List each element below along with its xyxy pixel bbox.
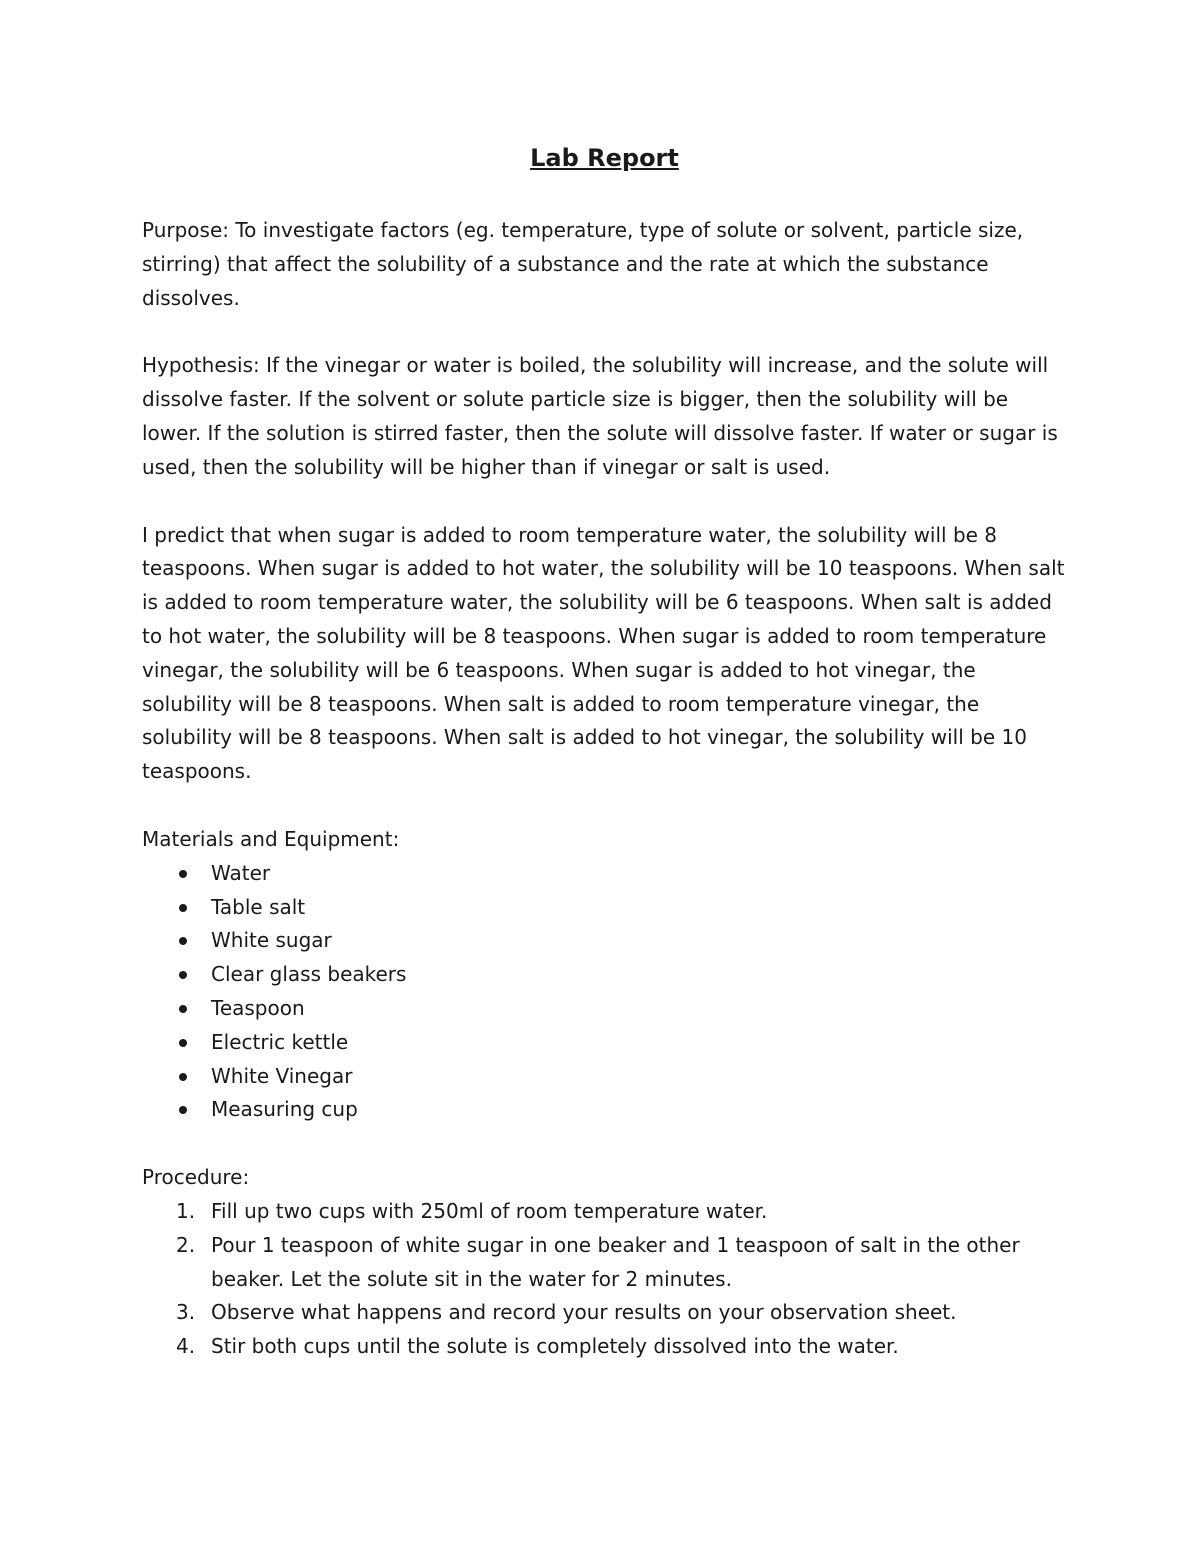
procedure-step: [142, 1195, 1067, 1229]
hypothesis-paragraph: Hypothesis: If the vinegar or water is boiled, the solubility will increase, and the solute will dissolve faster. If the solvent or solute particle size is bigger, then the solubility will be lower. If the solution is stirred faster, then the solute will dissolve faster. If water or sugar is used, then the solubility will be higher than if vinegar or salt is used.: [142, 353, 1058, 479]
step-text: Stir both cups until the solute is completely dissolved into the water.: [211, 1334, 899, 1359]
list-item-text: Water: [211, 860, 271, 885]
list-item-text: White sugar: [211, 928, 332, 953]
procedure-step: [142, 1330, 1067, 1364]
step-number: 2.: [176, 1232, 196, 1257]
bullet-icon: [179, 971, 187, 979]
list-item: [142, 891, 1067, 925]
purpose-paragraph: Purpose: To investigate factors (eg. temperature, type of solute or solvent, particle size, stirring) that affect the solubility of a substance and the rate at which the substance dissolves.: [142, 218, 1024, 310]
list-item-text: White Vinegar: [211, 1063, 353, 1088]
list-item-text: Table salt: [211, 894, 306, 919]
materials-list: [142, 857, 1067, 1127]
bullet-icon: [179, 870, 187, 878]
bullet-icon: [179, 904, 187, 912]
step-text: Fill up two cups with 250ml of room temperature water.: [211, 1198, 768, 1223]
step-number: 4.: [176, 1334, 196, 1359]
document-body: [142, 140, 1067, 1364]
procedure-step: [142, 1229, 1067, 1297]
list-item-text: Measuring cup: [211, 1097, 358, 1122]
list-item: [142, 958, 1067, 992]
bullet-icon: [179, 1039, 187, 1047]
document-title: Lab Report: [530, 144, 679, 172]
list-item-text: Electric kettle: [211, 1029, 349, 1054]
procedure-heading: Procedure:: [142, 1165, 250, 1190]
bullet-icon: [179, 1073, 187, 1081]
list-item: [142, 924, 1067, 958]
list-item: [142, 1093, 1067, 1127]
list-item-text: Teaspoon: [211, 995, 305, 1020]
step-text: Observe what happens and record your results on your observation sheet.: [211, 1300, 957, 1325]
list-item: [142, 1060, 1067, 1094]
materials-heading: Materials and Equipment:: [142, 826, 400, 851]
list-item: [142, 857, 1067, 891]
list-item: [142, 1026, 1067, 1060]
list-item-text: Clear glass beakers: [211, 962, 407, 987]
procedure-list: [142, 1195, 1067, 1364]
bullet-icon: [179, 1005, 187, 1013]
list-item: [142, 992, 1067, 1026]
bullet-icon: [179, 937, 187, 945]
prediction-paragraph: I predict that when sugar is added to room temperature water, the solubility will be 8 teaspoons. When sugar is added to hot water, the solubility will be 10 teaspoons. When salt is added to room temperature water, the solubility will be 6 teaspoons. When salt is added to hot water, the solubility will be 8 teaspoons. When sugar is added to room temperature vinegar, the solubility will be 6 teaspoons. When sugar is added to hot vinegar, the solubility will be 8 teaspoons. When salt is added to room temperature vinegar, the solubility will be 8 teaspoons. When salt is added to hot vinegar, the solubility will be 10 teaspoons.: [142, 522, 1065, 784]
procedure-step: [142, 1296, 1067, 1330]
step-text: Pour 1 teaspoon of white sugar in one beaker and 1 teaspoon of salt in the other beaker. Let the solute sit in the water for 2 minutes.: [211, 1232, 1020, 1291]
step-number: 1.: [176, 1198, 196, 1223]
bullet-icon: [179, 1106, 187, 1114]
step-number: 3.: [176, 1300, 196, 1325]
